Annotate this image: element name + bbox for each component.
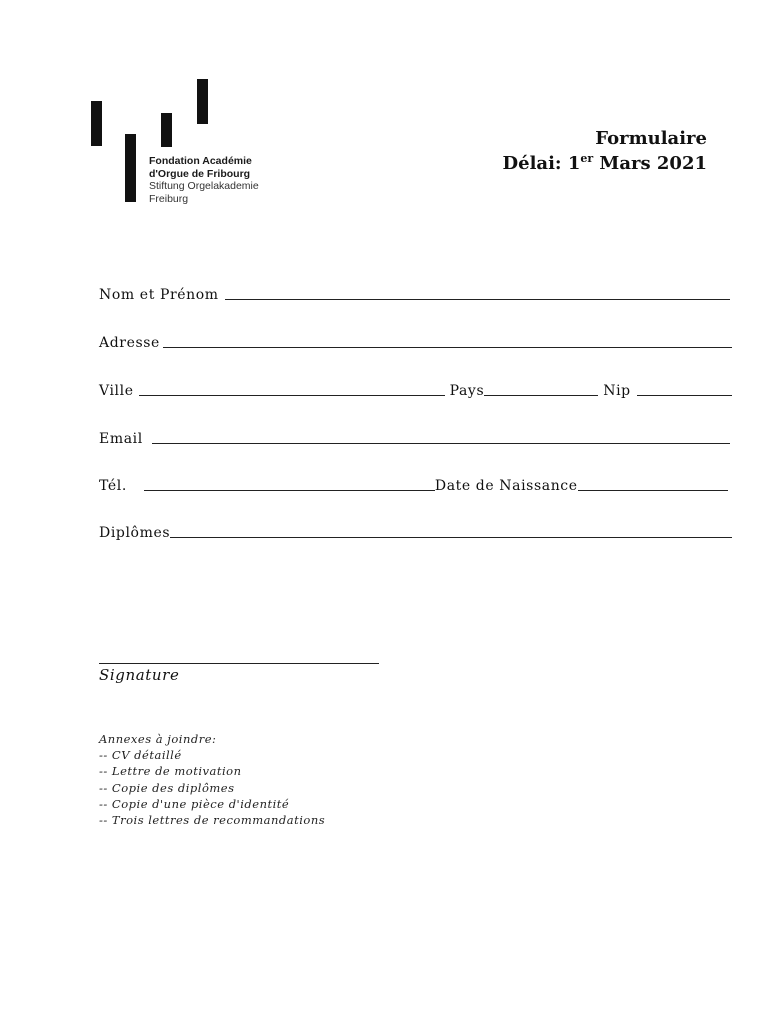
deadline-suffix: Mars 2021 [593, 153, 707, 174]
annexe-item-cv: -- CV détaillé [99, 748, 182, 763]
logo-bar-4 [197, 79, 208, 124]
form-title: Formulaire [595, 128, 707, 149]
pays-line[interactable] [484, 395, 598, 396]
annexe-item-identite: -- Copie d'une pièce d'identité [99, 796, 290, 811]
email-line[interactable] [152, 443, 730, 444]
field-row-adresse [99, 331, 732, 351]
field-row-ville [99, 379, 732, 399]
deadline [503, 151, 707, 176]
date-naissance-line[interactable] [578, 490, 728, 491]
nom-prenom-label: Nom et Prénom [99, 287, 219, 303]
title-block [503, 126, 707, 176]
pays-label: Pays [449, 383, 485, 399]
logo-bar-3 [161, 113, 172, 147]
signature-line[interactable] [99, 663, 379, 664]
annexe-item-lettre: -- Lettre de motivation [99, 764, 242, 779]
signature-label: Signature [99, 666, 180, 684]
ville-label: Ville [99, 383, 134, 399]
tel-label: Tél. [99, 478, 127, 494]
adresse-line[interactable] [163, 347, 732, 348]
logo-bar-2 [125, 134, 136, 202]
diplomes-label: Diplômes [99, 525, 171, 541]
nip-label: Nip [603, 383, 631, 399]
date-naissance-label: Date de Naissance [434, 478, 578, 494]
field-row-tel [99, 474, 728, 494]
logo-line-4: Freiburg [149, 192, 189, 205]
annexes-title: Annexes à joindre: [99, 732, 217, 746]
field-row-email [99, 427, 730, 447]
field-row-nom [99, 283, 730, 303]
diplomes-line[interactable] [170, 537, 732, 538]
nom-prenom-line[interactable] [225, 299, 730, 300]
field-row-diplomes [99, 521, 732, 541]
adresse-label: Adresse [99, 335, 160, 351]
logo-line-1: Fondation Académie [149, 155, 252, 167]
logo-bar-1 [91, 101, 102, 146]
annexe-item-recommandations: -- Trois lettres de recommandations [99, 813, 326, 828]
email-label: Email [99, 431, 143, 447]
logo-line-3: Stiftung Orgelakademie [149, 180, 259, 192]
deadline-prefix: Délai: 1 [502, 153, 581, 174]
annexe-item-diplomes: -- Copie des diplômes [99, 780, 235, 795]
annexes-list [99, 731, 325, 828]
nip-line[interactable] [637, 395, 732, 396]
tel-line[interactable] [144, 490, 435, 491]
logo-line-2: d'Orgue de Fribourg [149, 167, 251, 180]
ville-line[interactable] [139, 395, 445, 396]
deadline-sup: er [580, 152, 594, 165]
logo-text [149, 155, 259, 205]
